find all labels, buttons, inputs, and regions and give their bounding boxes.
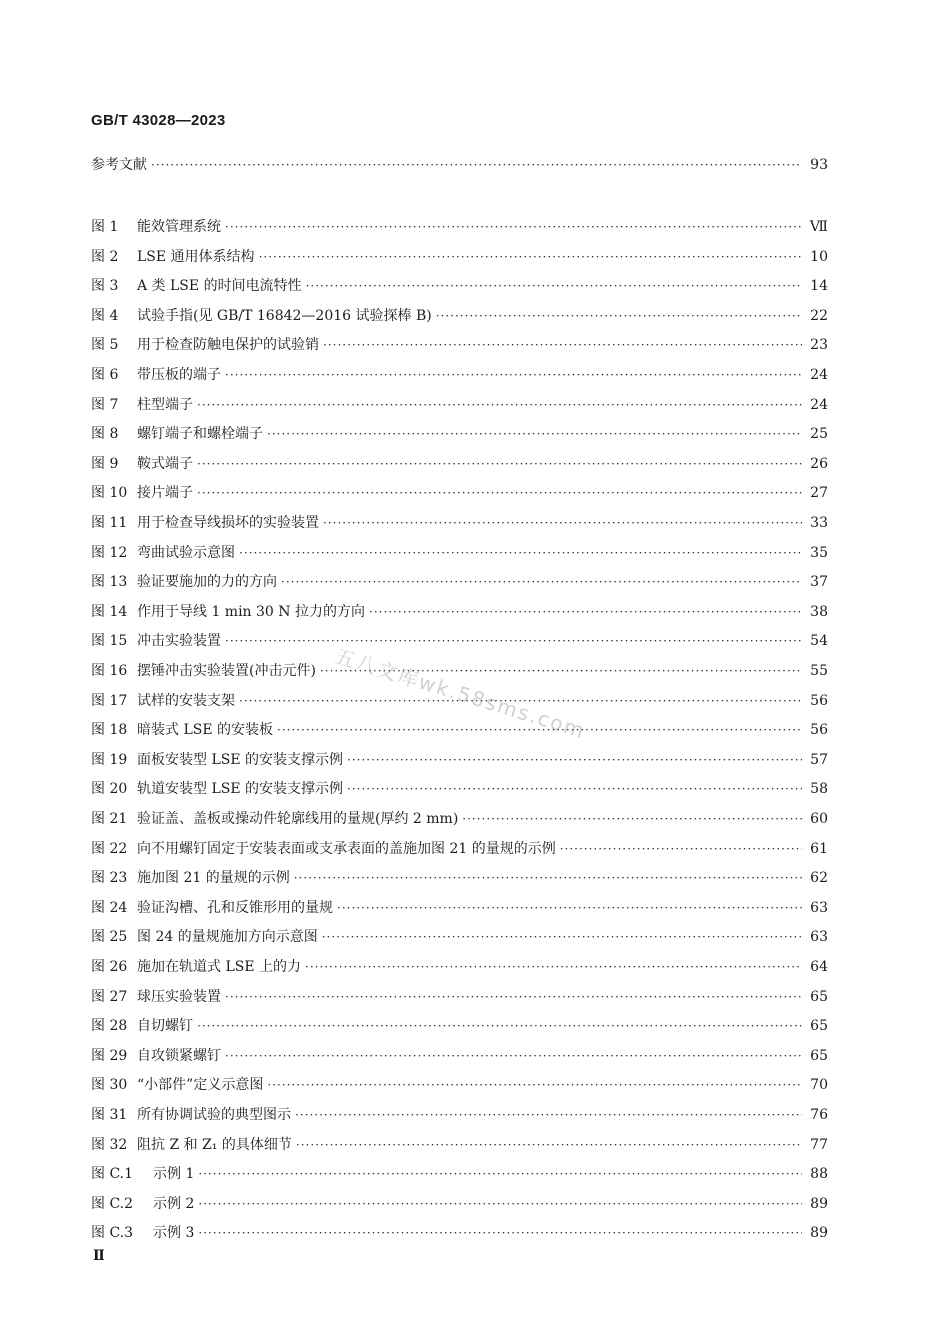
dot-leader: [239, 542, 802, 564]
toc-entry-figure[interactable]: [91, 1222, 828, 1244]
toc-entry-figure[interactable]: [91, 542, 828, 564]
toc-entry-figure[interactable]: [91, 1074, 828, 1096]
figure-number: 图 23: [91, 870, 128, 886]
figure-title: 试样的安装支架: [137, 693, 235, 709]
figure-title: 自切螺钉: [137, 1018, 193, 1034]
figure-number: 图 24: [91, 900, 128, 916]
dot-leader: [347, 778, 802, 800]
figure-page-number: 89: [810, 1225, 828, 1241]
toc-entry-figure[interactable]: [91, 719, 828, 741]
figure-number: 图 25: [91, 929, 128, 945]
figure-number: 图 8: [91, 426, 119, 442]
figure-number: 图 3: [91, 278, 119, 294]
toc-entry-figure[interactable]: [91, 364, 828, 386]
figure-page-number: 10: [810, 249, 828, 265]
figure-page-number: 23: [810, 337, 828, 353]
figure-title: 带压板的端子: [137, 367, 221, 383]
figure-page-number: 63: [810, 929, 828, 945]
figure-number: 图 11: [91, 515, 128, 531]
toc-entry-figure[interactable]: [91, 1104, 828, 1126]
toc-entry-figure[interactable]: [91, 246, 828, 268]
figure-title: 能效管理系统: [137, 219, 221, 235]
figure-number: 图 31: [91, 1107, 128, 1123]
dot-leader: [337, 897, 802, 919]
figure-page-number: 37: [810, 574, 828, 590]
toc-entry-figure[interactable]: [91, 482, 828, 504]
figure-title: 暗装式 LSE 的安装板: [137, 722, 274, 738]
dot-leader: [151, 154, 802, 176]
dot-leader: [281, 571, 802, 593]
figure-number: 图 27: [91, 989, 128, 1005]
dot-leader: [295, 1104, 802, 1126]
dot-leader: [305, 956, 802, 978]
figure-number: 图 29: [91, 1048, 128, 1064]
figure-page-number: 65: [810, 989, 828, 1005]
dot-leader: [197, 453, 802, 475]
figure-number: 图 17: [91, 693, 128, 709]
figure-page-number: 25: [810, 426, 828, 442]
dot-leader: [296, 1134, 802, 1156]
dot-leader: [225, 1045, 802, 1067]
figure-page-number: 35: [810, 545, 828, 561]
watermark: 五八文库wk.58sms.com: [331, 643, 589, 744]
figure-title: 验证沟槽、孔和反锥形用的量规: [137, 900, 333, 916]
dot-leader: [197, 394, 802, 416]
standard-code: GB/T 43028—2023: [91, 112, 226, 129]
figure-page-number: 58: [810, 781, 828, 797]
toc-entry-figure[interactable]: [91, 305, 828, 327]
dot-leader: [267, 423, 802, 445]
figure-number: 图 32: [91, 1137, 128, 1153]
figure-number: 图 21: [91, 811, 128, 827]
dot-leader: [225, 364, 802, 386]
toc-entry-figure[interactable]: [91, 956, 828, 978]
toc-entry-figure[interactable]: [91, 778, 828, 800]
dot-leader: [225, 630, 802, 652]
figure-number: 图 16: [91, 663, 128, 679]
figure-number: 图 28: [91, 1018, 128, 1034]
dot-leader: [198, 1222, 802, 1244]
figure-number: 图 1: [91, 219, 119, 235]
dot-leader: [436, 305, 802, 327]
figure-page-number: 38: [810, 604, 828, 620]
toc-entry-figure[interactable]: [91, 867, 828, 889]
figure-title: 示例 1: [153, 1166, 195, 1182]
dot-leader: [198, 1163, 802, 1185]
dot-leader: [267, 1074, 802, 1096]
dot-leader: [306, 275, 802, 297]
figure-page-number: 65: [810, 1018, 828, 1034]
toc-entry-figure[interactable]: [91, 571, 828, 593]
figure-number: 图 C.3: [91, 1225, 134, 1241]
figure-page-number: 24: [810, 367, 828, 383]
figure-title: 验证盖、盖板或操动件轮廓线用的量规(厚约 2 mm): [137, 811, 459, 827]
figure-page-number: Ⅶ: [809, 219, 828, 235]
figure-title: 用于检查防触电保护的试验销: [137, 337, 319, 353]
figure-number: 图 7: [91, 397, 119, 413]
figure-title: “小部件”定义示意图: [137, 1077, 264, 1093]
figure-number: 图 14: [91, 604, 128, 620]
figure-page-number: 64: [810, 959, 828, 975]
figure-page-number: 76: [810, 1107, 828, 1123]
figure-page-number: 56: [810, 693, 828, 709]
figure-number: 图 19: [91, 752, 128, 768]
toc-page-number: 93: [810, 157, 828, 173]
figure-title: 柱型端子: [137, 397, 193, 413]
figure-page-number: 14: [810, 278, 828, 294]
figure-title: 接片端子: [137, 485, 193, 501]
figure-page-number: 65: [810, 1048, 828, 1064]
figure-page-number: 63: [810, 900, 828, 916]
page-number-footer: Ⅱ: [93, 1248, 105, 1264]
figure-title: 验证要施加的力的方向: [137, 574, 277, 590]
dot-leader: [462, 808, 802, 830]
toc-entry-figure[interactable]: [91, 216, 828, 238]
dot-leader: [369, 601, 802, 623]
toc-entry-figure[interactable]: [91, 1163, 828, 1185]
figure-page-number: 55: [810, 663, 828, 679]
figure-number: 图 C.2: [91, 1196, 134, 1212]
figure-number: 图 15: [91, 633, 128, 649]
figure-page-number: 57: [810, 752, 828, 768]
dot-leader: [323, 512, 802, 534]
figure-number: 图 5: [91, 337, 119, 353]
figure-page-number: 26: [810, 456, 828, 472]
toc-entry-figure[interactable]: [91, 1045, 828, 1067]
toc-entry-figure[interactable]: [91, 275, 828, 297]
figure-title: 试验手指(见 GB/T 16842—2016 试验探棒 B): [137, 308, 432, 324]
figure-title: 图 24 的量规施加方向示意图: [137, 929, 318, 945]
figure-title: 轨道安装型 LSE 的安装支撑示例: [137, 781, 344, 797]
dot-leader: [225, 986, 802, 1008]
toc-entry-figure[interactable]: [91, 749, 828, 771]
figure-number: 图 10: [91, 485, 128, 501]
figure-title: 所有协调试验的典型图示: [137, 1107, 291, 1123]
toc-entry-figure[interactable]: [91, 630, 828, 652]
toc-entry-figure[interactable]: [91, 926, 828, 948]
figure-title: 阻抗 Z 和 Z₁ 的具体细节: [137, 1137, 292, 1153]
figure-number: 图 12: [91, 545, 128, 561]
figure-number: 图 9: [91, 456, 119, 472]
figure-page-number: 24: [810, 397, 828, 413]
dot-leader: [197, 482, 802, 504]
dot-leader: [259, 246, 802, 268]
figure-number: 图 6: [91, 367, 119, 383]
figure-title: A 类 LSE 的时间电流特性: [137, 278, 302, 294]
figure-number: 图 2: [91, 249, 119, 265]
figure-number: 图 18: [91, 722, 128, 738]
dot-leader: [322, 926, 802, 948]
dot-leader: [294, 867, 802, 889]
figure-page-number: 62: [810, 870, 828, 886]
toc-entry-figure[interactable]: [91, 808, 828, 830]
toc-entry-figure[interactable]: [91, 838, 828, 860]
figure-number: 图 22: [91, 841, 128, 857]
figure-title: 施加在轨道式 LSE 上的力: [137, 959, 302, 975]
toc-entry-figure[interactable]: [91, 512, 828, 534]
toc-entry-figure[interactable]: [91, 601, 828, 623]
figure-title: 面板安装型 LSE 的安装支撑示例: [137, 752, 344, 768]
dot-leader: [347, 749, 802, 771]
figure-number: 图 13: [91, 574, 128, 590]
figure-title: 示例 2: [153, 1196, 195, 1212]
figure-page-number: 70: [810, 1077, 828, 1093]
figure-title: 向不用螺钉固定于安装表面或支承表面的盖施加图 21 的量规的示例: [137, 841, 556, 857]
figure-title: 施加图 21 的量规的示例: [137, 870, 290, 886]
figure-title: 用于检查导线损坏的实验装置: [137, 515, 319, 531]
figure-page-number: 88: [810, 1166, 828, 1182]
figure-title: 冲击实验装置: [137, 633, 221, 649]
figure-page-number: 61: [810, 841, 828, 857]
toc-entry-figure[interactable]: [91, 1134, 828, 1156]
toc-entry-figure[interactable]: [91, 1015, 828, 1037]
figure-number: 图 20: [91, 781, 128, 797]
toc-entry-figure[interactable]: [91, 423, 828, 445]
toc-title: 参考文献: [91, 157, 147, 173]
figure-page-number: 27: [810, 485, 828, 501]
figure-number: 图 C.1: [91, 1166, 134, 1182]
figure-title: 作用于导线 1 min 30 N 拉力的方向: [137, 604, 365, 620]
figure-page-number: 22: [810, 308, 828, 324]
figure-title: LSE 通用体系结构: [137, 249, 255, 265]
figure-number: 图 26: [91, 959, 128, 975]
figure-number: 图 30: [91, 1077, 128, 1093]
toc-entry-references[interactable]: [91, 154, 828, 176]
figure-title: 螺钉端子和螺栓端子: [137, 426, 263, 442]
dot-leader: [198, 1193, 802, 1215]
figure-title: 摆锤冲击实验装置(冲击元件): [137, 663, 316, 679]
figure-page-number: 77: [810, 1137, 828, 1153]
toc-entry-figure[interactable]: [91, 334, 828, 356]
figure-page-number: 60: [810, 811, 828, 827]
dot-leader: [323, 334, 802, 356]
toc-entry-figure[interactable]: [91, 897, 828, 919]
toc-entry-figure[interactable]: [91, 394, 828, 416]
figure-page-number: 56: [810, 722, 828, 738]
figure-title: 鞍式端子: [137, 456, 193, 472]
figure-page-number: 33: [810, 515, 828, 531]
dot-leader: [560, 838, 802, 860]
figure-title: 球压实验装置: [137, 989, 221, 1005]
toc-entry-figure[interactable]: [91, 453, 828, 475]
toc-entry-figure[interactable]: [91, 986, 828, 1008]
dot-leader: [225, 216, 802, 238]
toc-entry-figure[interactable]: [91, 1193, 828, 1215]
figure-title: 自攻锁紧螺钉: [137, 1048, 221, 1064]
figure-title: 示例 3: [153, 1225, 195, 1241]
figure-page-number: 89: [810, 1196, 828, 1212]
figure-title: 弯曲试验示意图: [137, 545, 235, 561]
figure-number: 图 4: [91, 308, 119, 324]
dot-leader: [197, 1015, 802, 1037]
figure-page-number: 54: [810, 633, 828, 649]
